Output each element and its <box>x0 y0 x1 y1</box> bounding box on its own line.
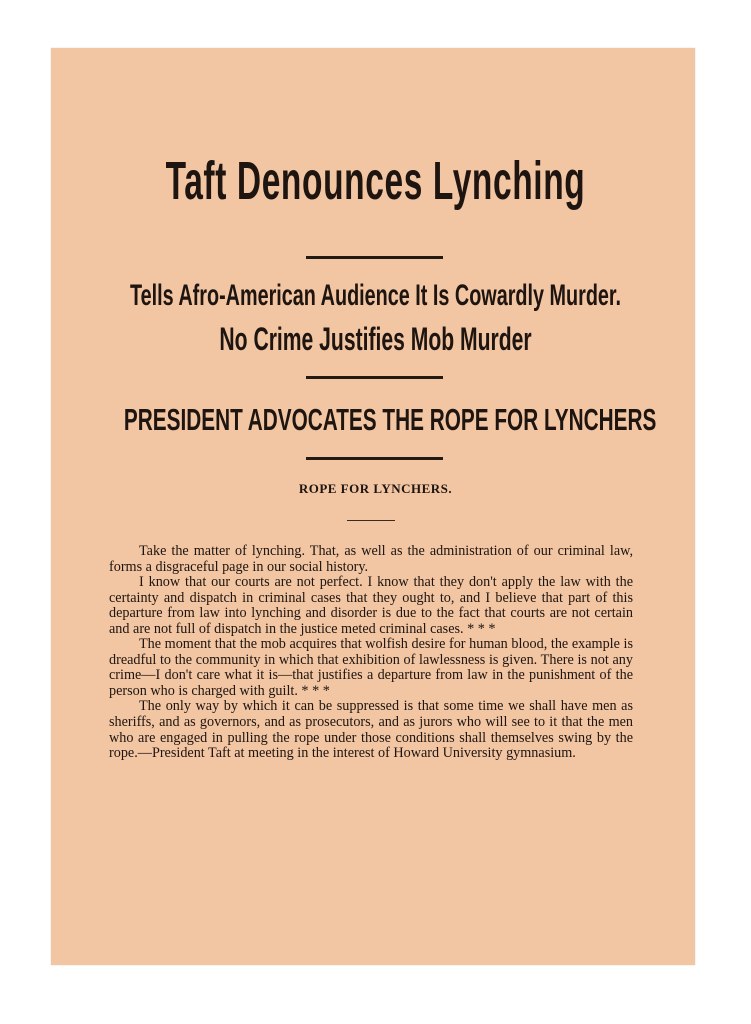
divider-rule <box>306 256 443 259</box>
subtitle-line-2: No Crime Justifies Mob Murder <box>219 321 532 357</box>
article-paragraph: I know that our courts are not perfect. I know that they don't apply the law with the certainty and dispatch in criminal cases that they ought to, and I believe that part of this departure from law into lynching and disorder is due to the fact that courts are not certain and are not full of dispatch in the justice meted criminal cases. * * * <box>109 574 633 637</box>
article-paragraph: Take the matter of lynching. That, as well as the administration of our criminal law, forms a disgraceful page in our social history. <box>109 543 633 575</box>
article-body <box>109 544 633 762</box>
document-title: Taft Denounces Lynching <box>165 151 586 211</box>
short-divider-rule <box>347 520 395 521</box>
article-paragraph: The only way by which it can be suppressed is that some time we shall have men as sheriffs, and as governors, and as prosecutors, and as jurors who will see to it that the men who are engaged in pulling the rope under those conditions shall themselves swing by the rope.—President Taft at meeting in the interest of Howard University gymnasium. <box>109 698 633 762</box>
section-title: ROPE FOR LYNCHERS. <box>298 481 453 496</box>
headline: PRESIDENT ADVOCATES THE ROPE FOR LYNCHERS <box>123 402 657 437</box>
subtitle-line-1: Tells Afro-American Audience It Is Cowardly Murder. <box>129 279 622 312</box>
divider-rule <box>306 457 443 460</box>
article-paragraph: The moment that the mob acquires that wolfish desire for human blood, the example is dreadful to the community in which that exhibition of lawlessness is given. There is not any crime—I don't care what it is—that justifies a departure from law in the punishment of the person who is charged with guilt. * * * <box>109 636 633 699</box>
divider-rule <box>306 376 443 379</box>
